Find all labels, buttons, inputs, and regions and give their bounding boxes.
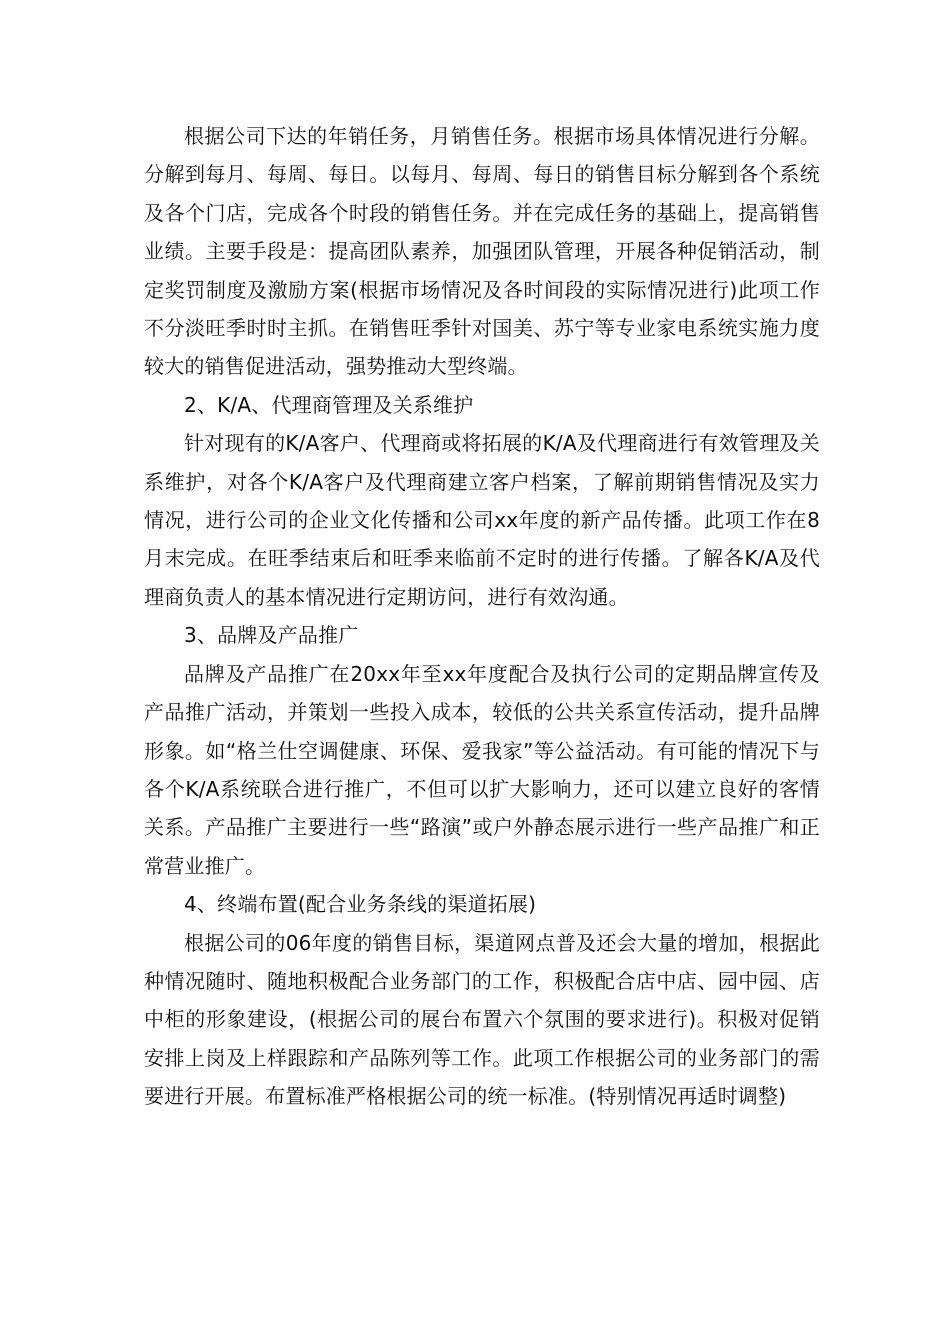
paragraph-brand-promotion: 品牌及产品推广在20xx年至xx年度配合及执行公司的定期品牌宣传及产品推广活动，并策划一些投入成本，较低的公共关系宣传活动，提升品牌形象。如“格兰仕空调健康、环保、爱我家”等公益活动。有可能的情况下与各个K/A系统联合进行推广，不但可以扩大影响力，还可以建立良好的客情关系。产品推广主要进行一些“路演”或户外静态展示进行一些产品推广和正常营业推广。	[144, 661, 820, 878]
section-heading-brand-promotion: 3、品牌及产品推广	[184, 623, 359, 648]
paragraph-sales-targets: 根据公司下达的年销任务，月销售任务。根据市场具体情况进行分解。分解到每月、每周、每日。以每月、每周、每日的销售目标分解到各个系统及各个门店，完成各个时段的销售任务。并在完成任务的基础上，提高销售业绩。主要手段是：提高团队素养，加强团队管理，开展各种促销活动，制定奖罚制度及激励方案(根据市场情况及各时间段的实际情况进行)此项工作不分淡旺季时时主抓。在销售旺季针对国美、苏宁等专业家电系统实施力度较大的销售促进活动，强势推动大型终端。	[144, 124, 820, 379]
section-heading-ka-agent-management: 2、K/A、代理商管理及关系维护	[184, 392, 474, 417]
paragraph-ka-agent-management: 针对现有的K/A客户、代理商或将拓展的K/A及代理商进行有效管理及关系维护，对各个K/A客户及代理商建立客户档案，了解前期销售情况及实力情况，进行公司的企业文化传播和公司xx年度的新产品传播。此项工作在8月末完成。在旺季结束后和旺季来临前不定时的进行传播。了解各K/A及代理商负责人的基本情况进行定期访问，进行有效沟通。	[144, 431, 820, 609]
paragraph-terminal-layout: 根据公司的06年度的销售目标，渠道网点普及还会大量的增加，根据此种情况随时、随地积极配合业务部门的工作，积极配合店中店、园中园、店中柜的形象建设，(根据公司的展台布置六个氛围的要求进行)。积极对促销安排上岗及上样跟踪和产品陈列等工作。此项工作根据公司的业务部门的需要进行开展。布置标准严格根据公司的统一标准。(特别情况再适时调整)	[144, 930, 820, 1109]
section-heading-terminal-layout: 4、终端布置(配合业务条线的渠道拓展)	[184, 892, 537, 917]
document-body	[144, 117, 820, 1116]
